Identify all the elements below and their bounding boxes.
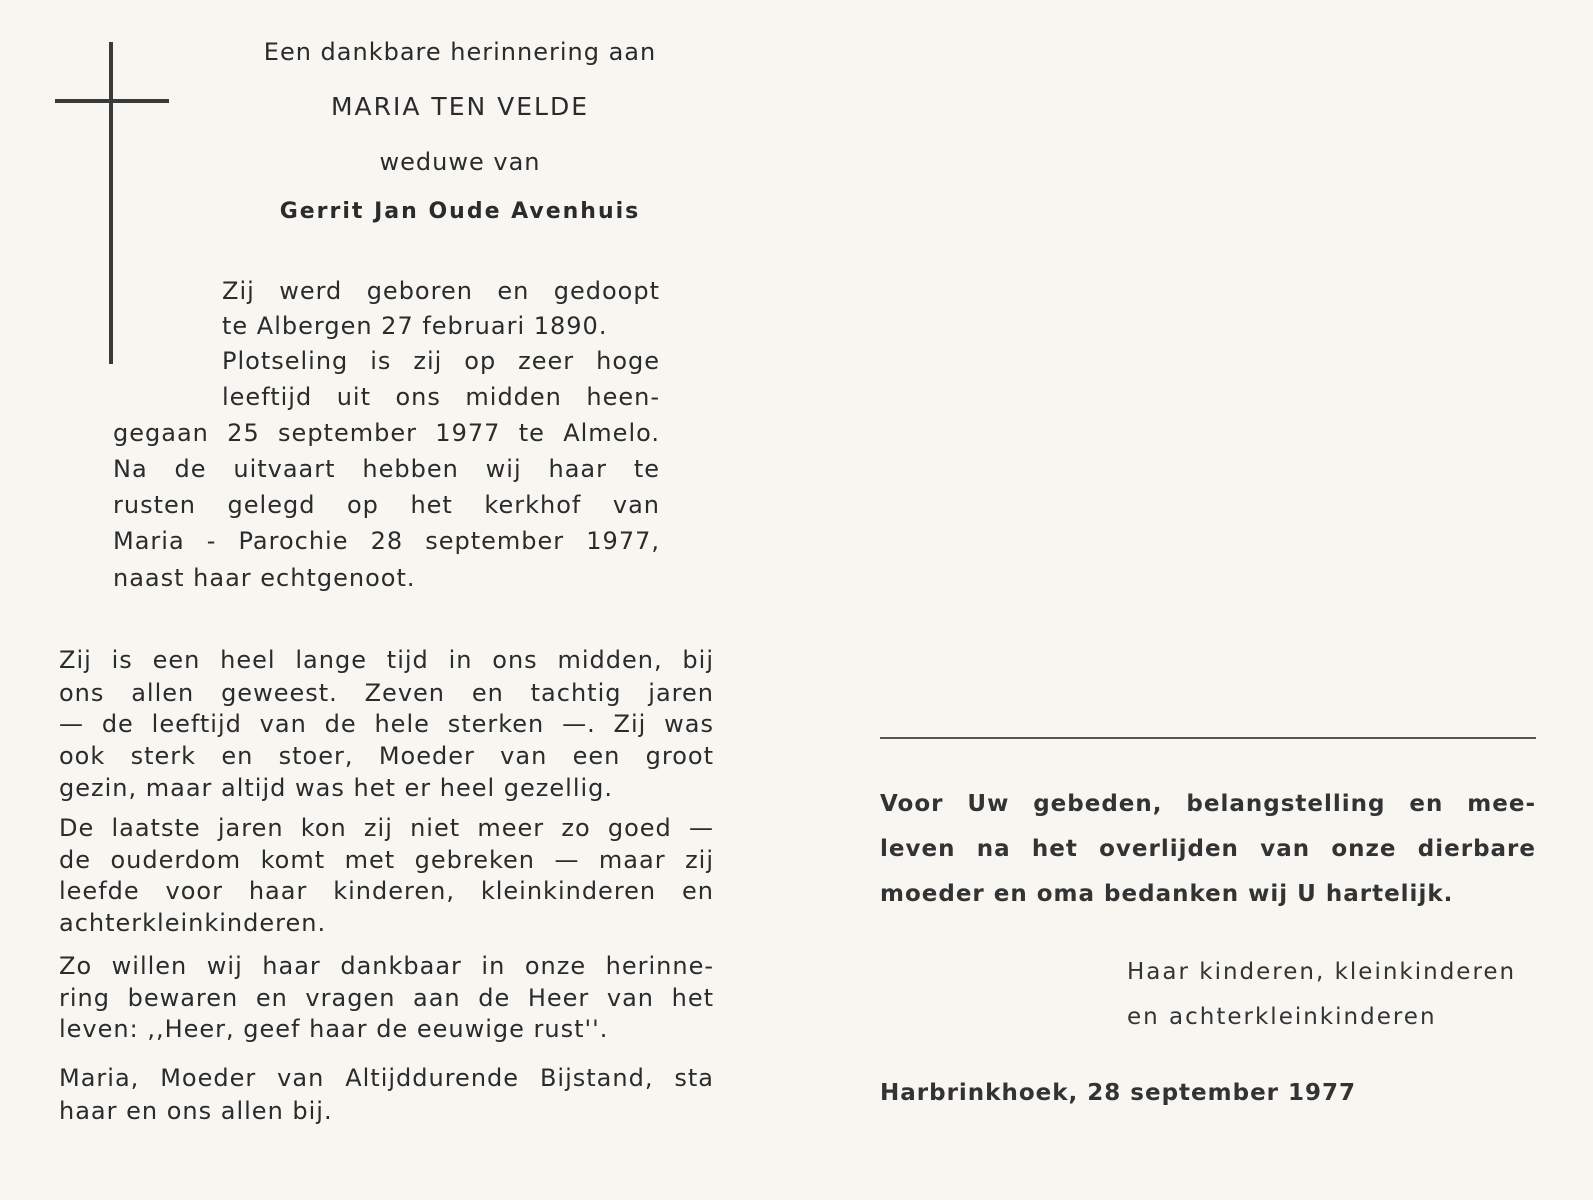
bio-line: Plotseling is zij op zeer hoge — [222, 347, 660, 375]
paragraph-line: leven: ,,Heer, geef haar de eeuwige rust''. — [59, 1015, 609, 1043]
paragraph-line: ring bewaren en vragen aan de Heer van het — [59, 984, 714, 1012]
husband-name: Gerrit Jan Oude Avenhuis — [279, 199, 641, 224]
bio-line: Maria - Parochie 28 september 1977, — [113, 527, 660, 555]
cross-icon — [109, 42, 113, 364]
paragraph-line: Zij is een heel lange tijd in ons midden, bij — [59, 646, 714, 674]
paragraph-line: — de leeftijd van de hele sterken —. Zij was — [59, 710, 714, 738]
thanks-line: leven na het overlijden van onze dierbare — [880, 836, 1536, 862]
paragraph-line: leefde voor haar kinderen, kleinkinderen en — [59, 877, 714, 905]
paragraph-line: de ouderdom komt met gebreken — maar zij — [59, 846, 714, 874]
prayer-line: Maria, Moeder van Altijddurende Bijstand, sta — [59, 1064, 714, 1092]
intro-line: Een dankbare herinnering aan — [263, 38, 657, 66]
bio-line: naast haar echtgenoot. — [113, 564, 416, 592]
signature-line: en achterkleinkinderen — [1127, 1004, 1437, 1030]
thanks-line: moeder en oma bedanken wij U hartelijk. — [880, 881, 1454, 907]
bio-line: rusten gelegd op het kerkhof van — [113, 491, 660, 519]
paragraph-line: ons allen geweest. Zeven en tachtig jaren — [59, 679, 714, 707]
divider — [880, 737, 1536, 739]
bio-line: Na de uitvaart hebben wij haar te — [113, 455, 660, 483]
bio-line: te Albergen 27 februari 1890. — [222, 312, 608, 340]
paragraph-line: ook sterk en stoer, Moeder van een groot — [59, 742, 714, 770]
paragraph-line: achterkleinkinderen. — [59, 909, 327, 937]
place-date: Harbrinkhoek, 28 september 1977 — [880, 1080, 1357, 1106]
prayer-line: haar en ons allen bij. — [59, 1097, 333, 1125]
deceased-name: MARIA TEN VELDE — [330, 92, 590, 121]
paragraph-line: De laatste jaren kon zij niet meer zo goed — — [59, 814, 714, 842]
paragraph-line: Zo willen wij haar dankbaar in onze herinne- — [59, 952, 714, 980]
bio-line: leeftijd uit ons midden heen- — [222, 383, 660, 411]
bio-line: Zij werd geboren en gedoopt — [222, 277, 660, 305]
widow-of-label: weduwe van — [379, 148, 541, 176]
bio-line: gegaan 25 september 1977 te Almelo. — [113, 419, 660, 447]
thanks-line: Voor Uw gebeden, belangstelling en mee- — [880, 791, 1536, 817]
cross-icon-bar — [55, 99, 169, 103]
paragraph-line: gezin, maar altijd was het er heel gezellig. — [59, 774, 614, 802]
signature-line: Haar kinderen, kleinkinderen — [1127, 959, 1517, 985]
